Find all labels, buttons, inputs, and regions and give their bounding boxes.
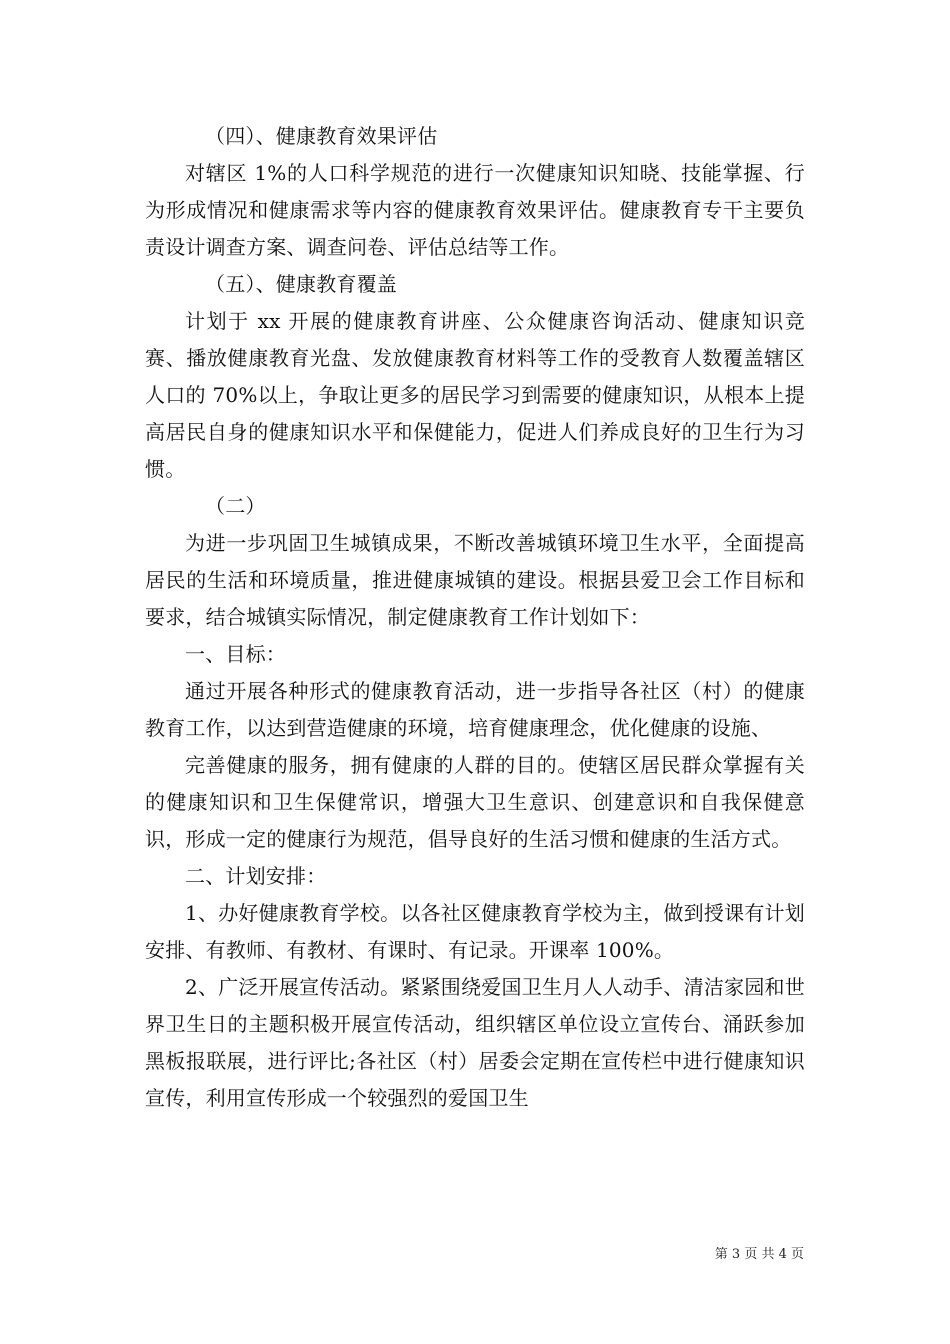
section-heading-part-two: （二）: [205, 494, 266, 518]
section-heading-goal: 一、目标：: [185, 642, 286, 666]
paragraph-plan-item-2: 2、广泛开展宣传活动。紧紧围绕爱国卫生月人人动手、清洁家园和世界卫生日的主题积极开展宣传活动，组织辖区单位设立宣传台、涌跃参加黑板报联展，进行评比;各社区（村）居委会定期在宣传栏中进行健康知识宣传，利用宣传形成一个较强烈的爱国卫生: [145, 975, 805, 1110]
paragraph-coverage: 计划于 xx 开展的健康教育讲座、公众健康咨询活动、健康知识竞赛、播放健康教育光盘、发放健康教育材料等工作的受教育人数覆盖辖区人口的 70%以上，争取让更多的居民学习到需要的健康知识，从根本上提高居民自身的健康知识水平和保健能力，促进人们养成良好的卫生行为习惯。: [145, 309, 805, 481]
paragraph-plan-item-1: 1、办好健康教育学校。以各社区健康教育学校为主，做到授课有计划安排、有教师、有教材、有课时、有记录。开课率 100%。: [145, 901, 805, 962]
section-heading-evaluation: （四）、健康教育效果评估: [205, 124, 438, 148]
section-heading-plan: 二、计划安排：: [185, 864, 327, 888]
paragraph-goal-2: 完善健康的服务，拥有健康的人群的目的。使辖区居民群众掌握有关的健康知识和卫生保健常识，增强大卫生意识、创建意识和自我保健意识，形成一定的健康行为规范，倡导良好的生活习惯和健康的生活方式。: [145, 753, 805, 851]
section-heading-coverage: （五）、健康教育覆盖: [205, 272, 397, 296]
paragraph-evaluation: 对辖区 1%的人口科学规范的进行一次健康知识知晓、技能掌握、行为形成情况和健康需求等内容的健康教育效果评估。健康教育专干主要负责设计调查方案、调查问卷、评估总结等工作。: [145, 161, 805, 259]
document-body: [145, 118, 805, 1117]
paragraph-intro: 为进一步巩固卫生城镇成果，不断改善城镇环境卫生水平，全面提高居民的生活和环境质量，推进健康城镇的建设。根据县爱卫会工作目标和要求，结合城镇实际情况，制定健康教育工作计划如下：: [145, 531, 805, 629]
page-number: 第 3 页 共 4 页: [714, 1247, 804, 1262]
paragraph-goal-1: 通过开展各种形式的健康教育活动，进一步指导各社区（村）的健康教育工作，以达到营造健康的环境，培育健康理念，优化健康的设施、: [145, 679, 805, 740]
